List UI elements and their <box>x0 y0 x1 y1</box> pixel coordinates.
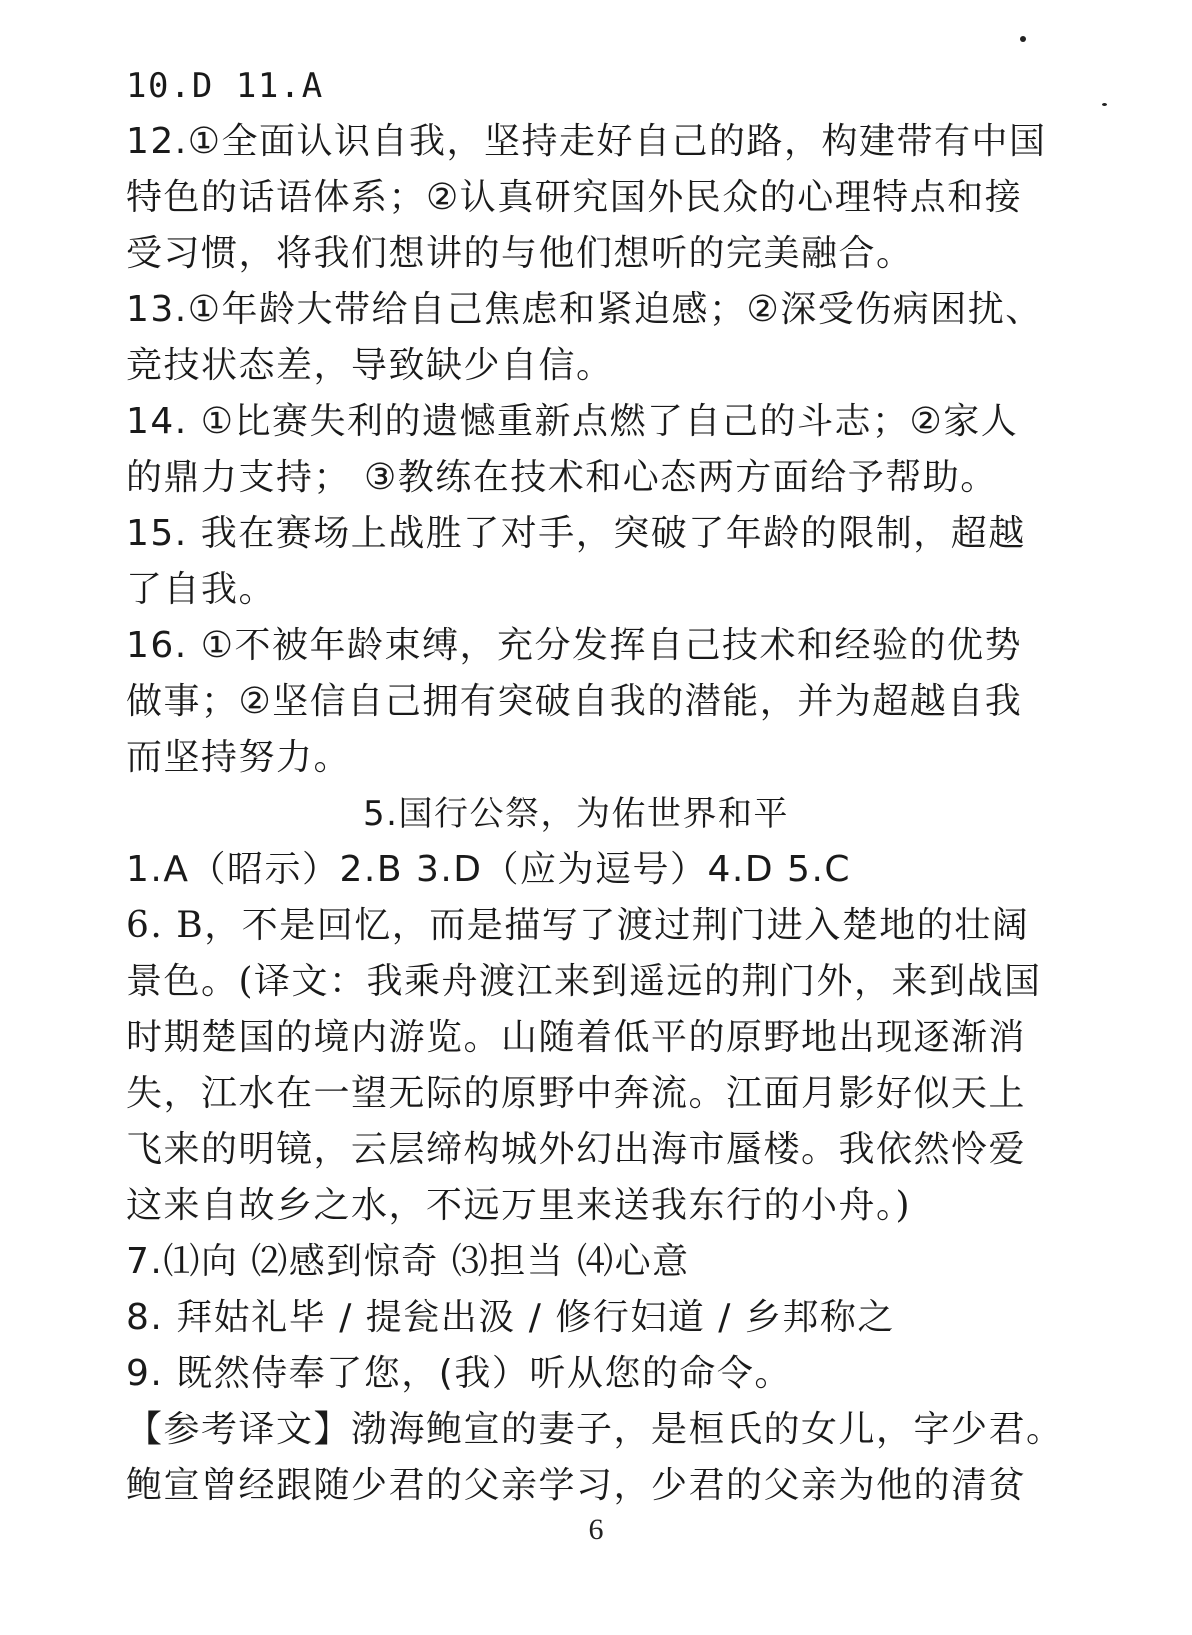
answer-line: 做事；②坚信自己拥有突破自我的潜能，并为超越自我 <box>126 681 1023 722</box>
answer-line: 特色的话语体系；②认真研究国外民众的心理特点和接 <box>126 177 1023 218</box>
answer-line: 失，江水在一望无际的原野中奔流。江面月影好似天上 <box>126 1073 1027 1114</box>
answer-line: 景色。(译文：我乘舟渡江来到遥远的荆门外，来到战国 <box>126 961 1042 1002</box>
answer-line: 12.①全面认识自我，坚持走好自己的路，构建带有中国 <box>126 121 1047 162</box>
answer-line: 竞技状态差，导致缺少自信。 <box>126 345 614 386</box>
answer-line: 7.⑴向 ⑵感到惊奇 ⑶担当 ⑷心意 <box>126 1241 690 1282</box>
page-number: 6 <box>588 1513 604 1546</box>
answer-line: 1.A（昭示）2.B 3.D（应为逗号）4.D 5.C <box>126 849 852 890</box>
answer-line: 【参考译文】渤海鲍宣的妻子，是桓氏的女儿，字少君。 <box>126 1409 1064 1450</box>
answer-line: 10.D 11.A <box>126 66 324 106</box>
scan-speck <box>1020 36 1026 42</box>
answer-line: 8. 拜姑礼毕 / 提瓮出汲 / 修行妇道 / 乡邦称之 <box>126 1297 895 1338</box>
scan-speck <box>1102 103 1107 106</box>
section-title: 5.国行公祭，为佑世界和平 <box>363 794 789 834</box>
answer-line: 15. 我在赛场上战胜了对手，突破了年龄的限制，超越 <box>126 513 1026 554</box>
answer-line: 了自我。 <box>126 569 277 610</box>
answer-line: 16. ①不被年龄束缚，充分发挥自己技术和经验的优势 <box>126 625 1022 666</box>
answer-line: 9. 既然侍奉了您，(我）听从您的命令。 <box>126 1353 792 1394</box>
answer-line: 时期楚国的境内游览。山随着低平的原野地出现逐渐消 <box>126 1017 1027 1058</box>
answer-line: 而坚持努力。 <box>126 737 352 778</box>
answer-text <box>126 58 1064 1514</box>
answer-line: 6. B，不是回忆，而是描写了渡过荆门进入楚地的壮阔 <box>126 905 1030 946</box>
answer-line: 飞来的明镜，云层缔构城外幻出海市蜃楼。我依然怜爱 <box>126 1129 1027 1170</box>
answer-line: 受习惯，将我们想讲的与他们想听的完美融合。 <box>126 233 914 274</box>
answer-line: 的鼎力支持； ③教练在技术和心态两方面给予帮助。 <box>126 457 998 498</box>
answer-line: 这来自故乡之水，不远万里来送我东行的小舟。) <box>126 1185 912 1226</box>
answer-line: 14. ①比赛失利的遗憾重新点燃了自己的斗志；②家人 <box>126 401 1019 442</box>
answer-line: 13.①年龄大带给自己焦虑和紧迫感；②深受伤病困扰、 <box>126 289 1043 330</box>
answer-line: 鲍宣曾经跟随少君的父亲学习，少君的父亲为他的清贫 <box>126 1465 1027 1506</box>
